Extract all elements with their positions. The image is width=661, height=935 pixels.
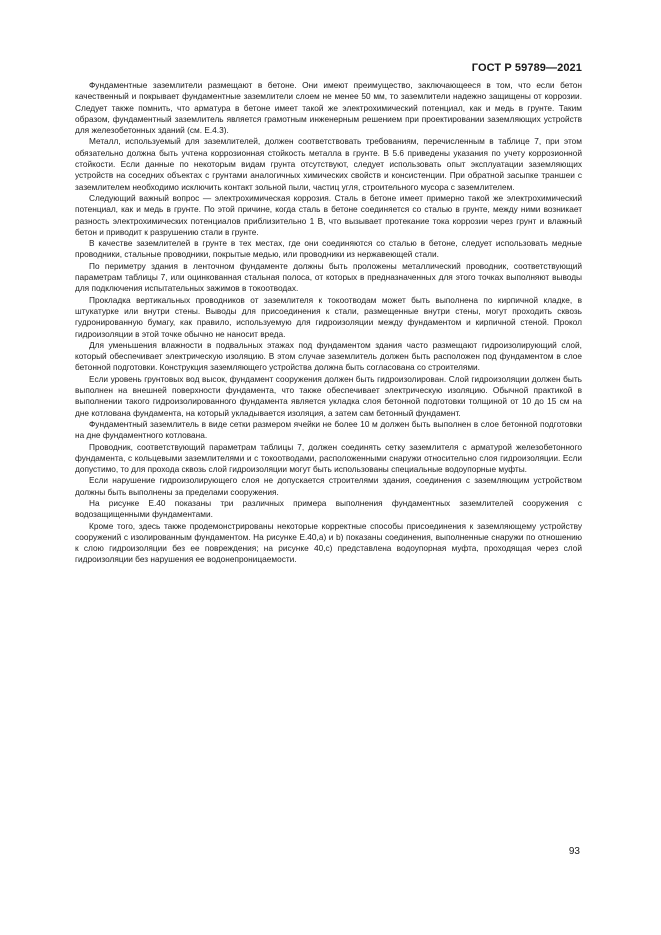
paragraph: Если нарушение гидроизолирующего слоя не допускается строителями здания, соединения с заземляющим устройством должны быть выполнены за пределами сооружения. (75, 475, 582, 497)
paragraph: По периметру здания в ленточном фундаменте должны быть проложены металлический проводник, соответствующий параметрам таблицы 7, или оцинкованная стальная полоса, от которых в предназначенных для этого точках выполняют выводы для подключения испытательных зажимов в токоотводах. (75, 260, 582, 294)
paragraph: Фундаментные заземлители размещают в бетоне. Они имеют преимущество, заключающееся в том, что если бетон качественный и покрывает фундаментные заземлители слоем не менее 50 мм, то заземлители надежно защищены от коррозии. Следует также помнить, что арматура в бетоне имеет такой же электрохимический потенциал, как и медь в грунте. Таким образом, фундаментный заземлитель является грамотным инженерным решением при проектировании заземляющих устройств для железобетонных зданий (см. Е.4.3). (75, 80, 582, 136)
paragraph: В качестве заземлителей в грунте в тех местах, где они соединяются со сталью в бетоне, следует использовать медные проводники, стальные проводники, покрытые медью, или проводники из нержавеющей стали. (75, 238, 582, 260)
paragraph: Для уменьшения влажности в подвальных этажах под фундаментом здания часто размещают гидроизолирующий слой, который обеспечивает электрическую изоляцию. В этом случае заземлитель должен быть расположен под фундаментом в слое бетонной подготовки. Конструкция заземляющего устройства должна быть согласована со строителями. (75, 339, 582, 373)
paragraph: Проводник, соответствующий параметрам таблицы 7, должен соединять сетку заземлителя с арматурой железобетонного фундамента, с кольцевыми заземлителями и с токоотводами, расположенными снаружи относительно слоя гидроизоляции. Если допустимо, то для прохода сквозь слой гидроизоляции могут быть использованы специальные водоупорные муфты. (75, 441, 582, 475)
paragraph: Кроме того, здесь также продемонстрированы некоторые корректные способы присоединения к заземляющему устройству сооружений с изолированным фундаментом. На рисунке Е.40,а) и b) показаны соединения, выполненные снаружи по отношению к слою гидроизоляции без ее повреждения; на рисунке 40,с) представлена водоупорная муфта, проходящая через слой гидроизоляции без нарушения ее водонепроницаемости. (75, 520, 582, 565)
document-body (75, 80, 582, 566)
paragraph: Следующий важный вопрос — электрохимическая коррозия. Сталь в бетоне имеет примерно такой же электрохимический потенциал, как и медь в грунте. По этой причине, когда сталь в бетоне соединяется со сталью в грунте, между ними возникает разность электрохимических потенциалов приблизительно 1 В, что вызывает протекание тока коррозии через грунт и влажный бетон и приводит к разрушению стали в грунте. (75, 192, 582, 237)
page-number: 93 (568, 846, 580, 857)
paragraph: Фундаментный заземлитель в виде сетки размером ячейки не более 10 м должен быть выполнен в слое бетонной подготовки на дне фундаментного котлована. (75, 418, 582, 441)
paragraph: На рисунке Е.40 показаны три различных примера выполнения фундаментных заземлителей сооружения с водозащищенными фундаментами. (75, 497, 582, 520)
document-standard-header: ГОСТ Р 59789—2021 (471, 62, 582, 74)
paragraph: Прокладка вертикальных проводников от заземлителя к токоотводам может быть выполнена по кирпичной кладке, в штукатурке или внутри стены. Выводы для присоединения к стали, размещенные внутри стены, могут проходить сквозь гудронированную бумагу, как правило, используемую для гидроизоляции между фундаментом и кирпичной стеной. Прокол гидроизоляции в этой точке обычно не наносит вреда. (75, 294, 582, 339)
paragraph: Металл, используемый для заземлителей, должен соответствовать требованиям, перечисленным в таблице 7, при этом обязательно должна быть учтена коррозионная стойкость металла в грунте. В 5.6 приведены указания по учету коррозионной стойкости. Если данные по некоторым видам грунта отсутствуют, следует использовать опыт эксплуатации заземляющих устройств на соседних объектах с грунтами аналогичных химических свойств и консистенции. При обратной засыпке траншеи с заземлителем необходимо исключить контакт зольной пыли, частиц угля, строительного мусора с заземлителем. (75, 136, 582, 192)
paragraph: Если уровень грунтовых вод высок, фундамент сооружения должен быть гидроизолирован. Слой гидроизоляции должен быть выполнен на внешней поверхности фундамента, что также обеспечивает электрическую изоляцию. Обычной практикой в выполнении такого гидроизолированного фундамента является укладка слоя бетонной подготовки толщиной от 10 до 15 см на дне котлована фундамента, на который укладывается изоляция, а затем сам бетонный фундамент. (75, 373, 582, 418)
